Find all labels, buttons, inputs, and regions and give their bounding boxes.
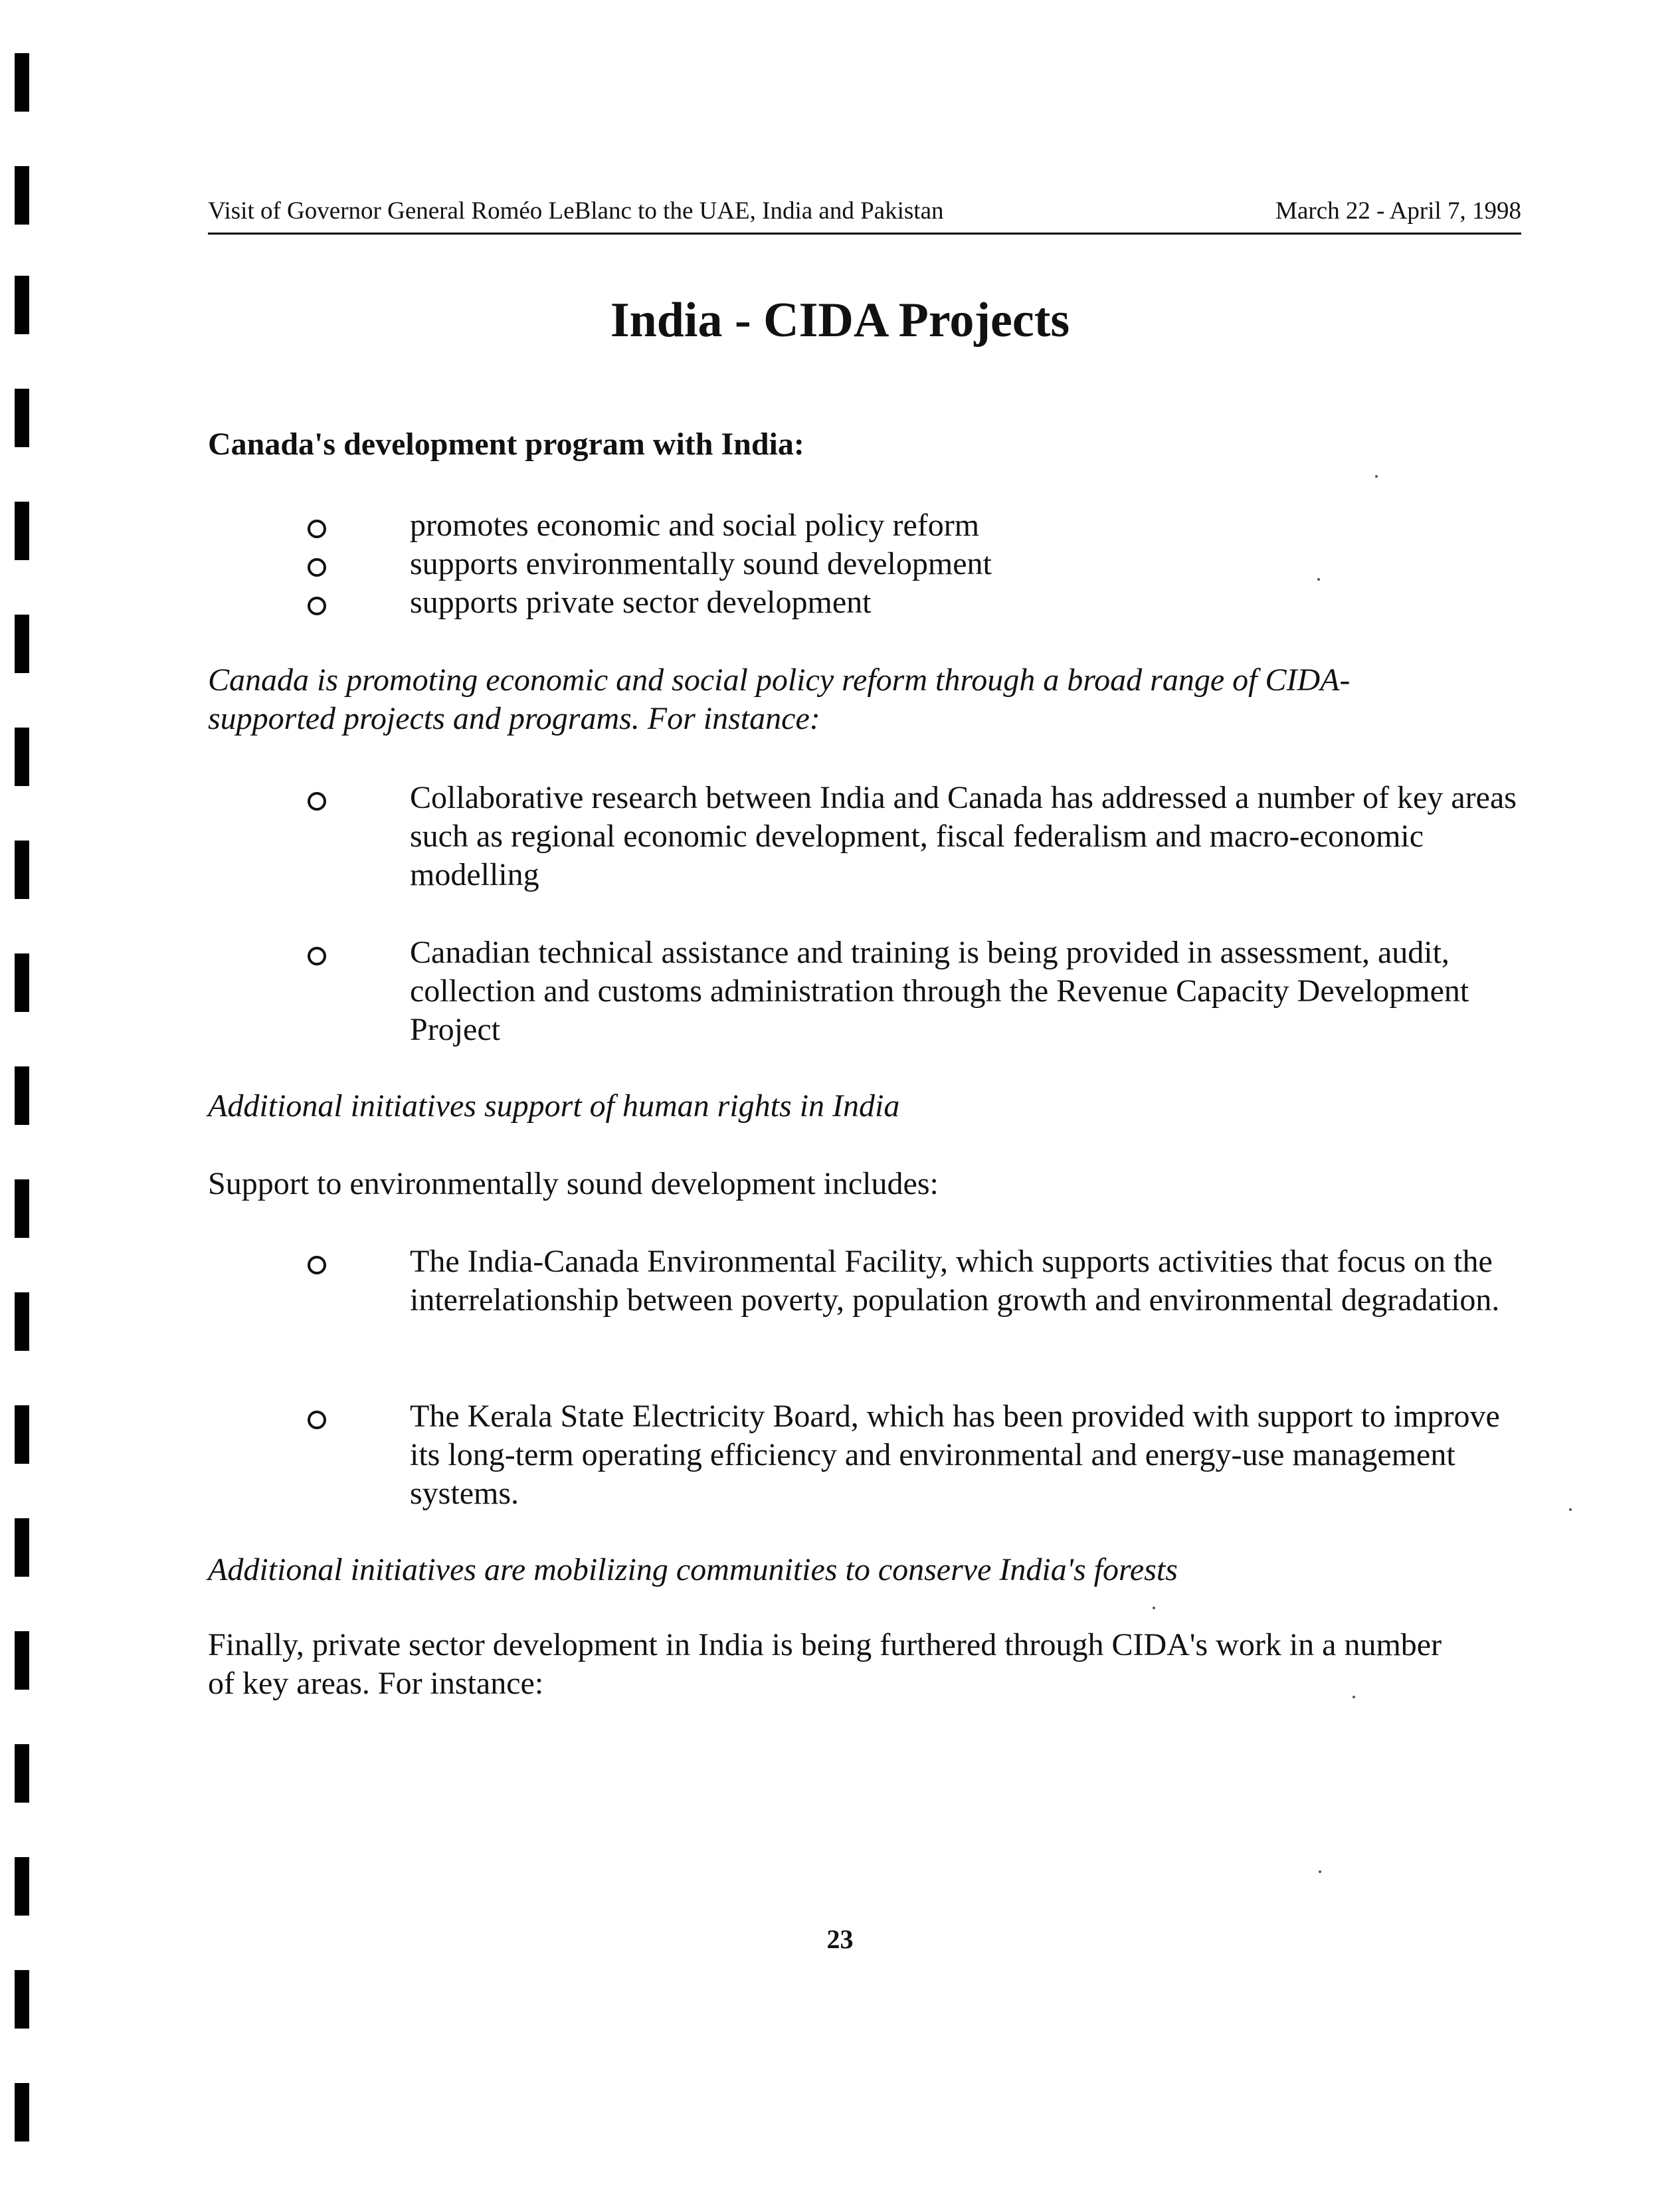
scan-speck [1317, 578, 1320, 581]
scan-speck [1375, 475, 1378, 478]
bullet-marker [308, 792, 326, 811]
header-date-range: March 22 - April 7, 1998 [1275, 197, 1521, 225]
binding-mark [15, 1292, 29, 1351]
binding-mark [15, 1179, 29, 1238]
header-visit-title: Visit of Governor General Roméo LeBlanc to the UAE, India and Pakistan [208, 197, 944, 225]
binding-mark [15, 502, 29, 560]
environment-intro: Support to environmentally sound development includes: [208, 1166, 939, 1201]
binding-mark [15, 389, 29, 447]
binding-mark [15, 1631, 29, 1690]
bullet-marker [308, 1411, 326, 1429]
binding-mark [15, 728, 29, 786]
bullet-marker [308, 520, 326, 538]
binding-mark [15, 166, 29, 225]
program-point: supports environmentally sound development [410, 546, 992, 581]
scan-speck [1569, 1508, 1572, 1511]
binding-mark [15, 1066, 29, 1125]
page-number: 23 [826, 1924, 854, 1954]
binding-mark [15, 1518, 29, 1577]
scan-speck [1353, 1696, 1355, 1698]
program-point: supports private sector development [410, 585, 872, 620]
binding-mark [15, 1405, 29, 1464]
private-sector-paragraph: Finally, private sector development in India is being furthered through CIDA's work in a number of key areas. For instance: [208, 1627, 1442, 1701]
binding-mark [15, 1744, 29, 1803]
scan-speck [1153, 1607, 1155, 1609]
reform-item: Canadian technical assistance and training is being provided in assessment, audit, collection and customs administration through the Revenue Capacity Development Project [410, 935, 1469, 1047]
binding-mark [15, 53, 29, 112]
binding-mark [15, 841, 29, 899]
environment-item: The India-Canada Environmental Facility, which supports activities that focus on the interrelationship between poverty, population growth and environmental degradation. [410, 1244, 1500, 1318]
bullet-marker [308, 947, 326, 965]
binding-mark [15, 1970, 29, 2029]
human-rights-note: Additional initiatives support of human rights in India [208, 1088, 900, 1124]
forests-note: Additional initiatives are mobilizing communities to conserve India's forests [208, 1552, 1178, 1587]
running-header [208, 193, 1521, 235]
reform-item: Collaborative research between India and Canada has addressed a number of key areas such as regional economic development, fiscal federalism and macro-economic modelling [410, 780, 1517, 892]
scan-speck [1319, 1870, 1321, 1873]
section-heading: Canada's development program with India: [208, 427, 804, 462]
bullet-marker [308, 1256, 326, 1274]
binding-mark [15, 1857, 29, 1916]
bullet-marker [308, 597, 326, 615]
environment-item: The Kerala State Electricity Board, which has been provided with support to improve its long-term operating efficiency and environmental and energy-use management systems. [410, 1399, 1500, 1511]
binding-mark [15, 953, 29, 1012]
reform-intro: Canada is promoting economic and social policy reform through a broad range of CIDA-supported projects and programs. For instance: [208, 662, 1351, 736]
binding-mark [15, 2083, 29, 2141]
page-title: India - CIDA Projects [610, 293, 1070, 348]
binding-mark [15, 615, 29, 673]
program-point: promotes economic and social policy reform [410, 508, 980, 543]
bullet-marker [308, 558, 326, 577]
